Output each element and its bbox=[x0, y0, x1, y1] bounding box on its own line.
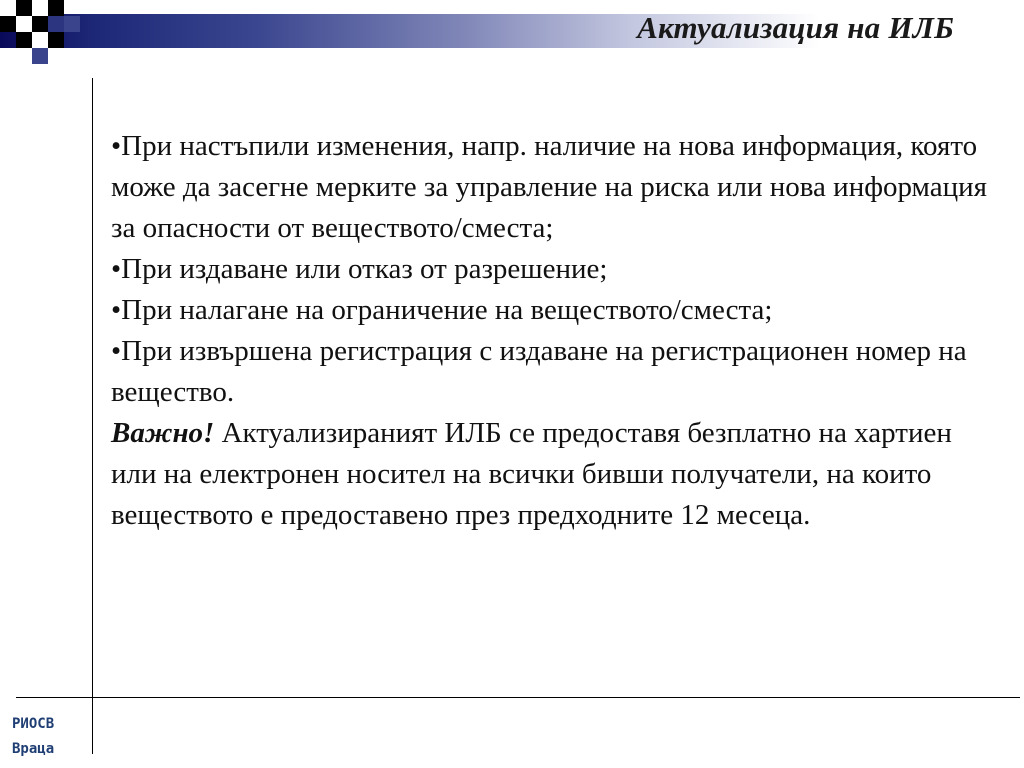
important-note bbox=[111, 413, 991, 536]
bullet-item: •При издаване или отказ от разрешение; bbox=[111, 253, 608, 285]
vertical-divider bbox=[92, 78, 93, 754]
bullet-item: •При налагане на ограничение на веществото/сместа; bbox=[111, 294, 773, 326]
bullet-item: •При извършена регистрация с издаване на регистрационен номер на вещество. bbox=[111, 335, 967, 408]
important-text: Актуализираният ИЛБ се предоставя безплатно на хартиен или на електронен носител на всички бивши получатели, на които веществото е предоставено през предходните 12 месеца. bbox=[111, 417, 952, 531]
bullet-item: •При настъпили изменения, напр. наличие на нова информация, която може да засегне мерките за управление на риска или нова информация за опасности от веществото/сместа; bbox=[111, 130, 987, 244]
checker-logo bbox=[0, 0, 80, 64]
horizontal-divider bbox=[16, 697, 1020, 698]
footer-line-2: Враца bbox=[12, 741, 55, 757]
footer-org bbox=[12, 712, 54, 762]
slide-title: Актуализация на ИЛБ bbox=[637, 10, 954, 45]
footer-line-1: РИОСВ bbox=[12, 716, 55, 732]
slide-body bbox=[111, 126, 991, 536]
important-label: Важно! bbox=[111, 417, 215, 449]
